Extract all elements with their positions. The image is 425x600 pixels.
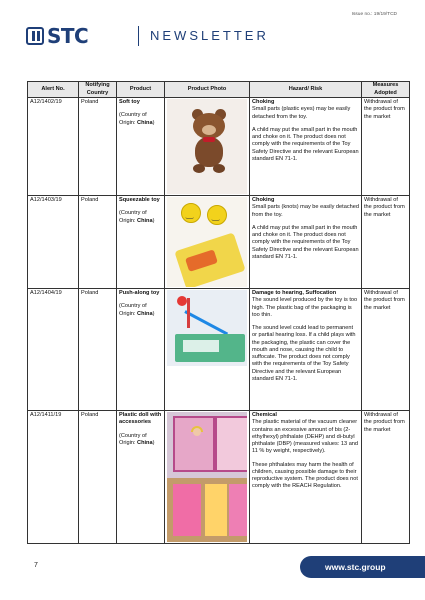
- country-of-origin: [119, 112, 162, 127]
- stc-logo: [26, 24, 88, 48]
- alerts-table: [27, 81, 410, 544]
- doll-package-icon: [205, 484, 227, 536]
- product-cell: [117, 289, 165, 411]
- hazard-description: Small parts (plastic eyes) may be easily detached from the toy.: [252, 106, 351, 120]
- smiley-ball-icon: [181, 203, 201, 223]
- hazard-description: The plastic material of the vacuum cleaner contains an excessive amount of bis (2-ethylhexyl) phthalate (DEHP) and di-butyl phthalate (DBP) (measured values: 13 and 11 % by weight, respectively).: [252, 419, 359, 455]
- alert-number: A12/1404/19: [28, 289, 79, 411]
- product-photo-cell: [165, 289, 250, 411]
- product-name: Push-along toy: [119, 290, 160, 296]
- header-product: Product: [117, 82, 165, 98]
- origin-country: China: [137, 439, 153, 446]
- origin-country: China: [137, 119, 153, 126]
- notifying-country: Poland: [79, 411, 117, 544]
- header-hazard-risk: Hazard/ Risk: [250, 82, 362, 98]
- doll-package-icon: [173, 484, 201, 536]
- origin-label: (Country of Origin:: [119, 210, 147, 224]
- hazard-cell: [250, 98, 362, 196]
- product-cell: [117, 98, 165, 196]
- doll-box-icon: [215, 416, 247, 472]
- header-alert-no: Alert No.: [28, 82, 79, 98]
- product-name: Plastic doll with accessories: [119, 412, 162, 426]
- hazard-description: Small parts (knots) may be easily detached from the toy.: [252, 204, 359, 218]
- country-of-origin: [119, 210, 162, 225]
- origin-close: ): [152, 119, 155, 126]
- hazard-cell: [250, 289, 362, 411]
- packaging-icon: [174, 232, 245, 287]
- origin-country: China: [137, 217, 153, 224]
- hazard-cell: [250, 196, 362, 289]
- hazard-cell: [250, 411, 362, 544]
- product-cell: [117, 196, 165, 289]
- measures-adopted: Withdrawal of the product from the market: [362, 196, 410, 289]
- hazard-title: Damage to hearing, Suffocation: [252, 290, 337, 296]
- doll-box-icon: [173, 416, 215, 472]
- notifying-country: Poland: [79, 98, 117, 196]
- product-photo: [167, 412, 247, 542]
- product-photo: [167, 197, 247, 287]
- alert-number: A12/1402/19: [28, 98, 79, 196]
- doll-package-icon: [229, 484, 247, 536]
- notifying-country: Poland: [79, 196, 117, 289]
- page-number: 7: [34, 562, 38, 569]
- product-photo-cell: [165, 98, 250, 196]
- origin-close: ): [152, 310, 155, 317]
- push-along-wand-icon: [184, 310, 228, 335]
- header-divider: [138, 26, 139, 46]
- alert-number: A12/1403/19: [28, 196, 79, 289]
- header-product-photo: Product Photo: [165, 82, 250, 98]
- header-measures-adopted: Measures Adopted: [362, 82, 410, 98]
- origin-label: (Country of Origin:: [119, 303, 147, 317]
- packaging-icon: [175, 334, 245, 362]
- teddy-bear-icon: [189, 109, 229, 179]
- hazard-consequence: These phthalates may harm the health of children, causing possible damage to their reproductive system. The product does not comply with the REACH Regulation.: [252, 461, 358, 490]
- origin-label: (Country of Origin:: [119, 112, 147, 126]
- product-photo: [167, 99, 247, 194]
- notifying-country: Poland: [79, 289, 117, 411]
- header-notifying-country: Notifying Country: [79, 82, 117, 98]
- origin-country: China: [137, 310, 153, 317]
- table-row: [28, 411, 410, 544]
- product-photo-cell: [165, 411, 250, 544]
- stc-logo-mark-icon: [26, 27, 44, 45]
- smiley-ball-icon: [207, 205, 227, 225]
- hazard-title: Choking: [252, 197, 275, 203]
- product-name: Soft toy: [119, 99, 140, 105]
- product-photo: [167, 290, 247, 366]
- origin-close: ): [152, 439, 155, 446]
- product-name: Squeezable toy: [119, 197, 160, 203]
- hazard-consequence: A child may put the small part in the mouth and choke on it. The product does not comply with the requirements of the Toy Safety Directive and the relevant European standard EN 71-1.: [252, 126, 359, 162]
- table-row: [28, 289, 410, 411]
- issue-number: Issue no.: 19/19/TCD: [351, 12, 397, 17]
- toy-ball-icon: [177, 296, 187, 306]
- hazard-title: Choking: [252, 99, 275, 105]
- hazard-title: Chemical: [252, 412, 277, 418]
- origin-close: ): [152, 217, 155, 224]
- origin-label: (Country of Origin:: [119, 432, 147, 446]
- website-link[interactable]: www.stc.group: [325, 562, 386, 572]
- measures-adopted: Withdrawal of the product from the market: [362, 98, 410, 196]
- toy-handle-icon: [187, 298, 190, 328]
- hazard-consequence: The sound level could lead to permanent or partial hearing loss. If a child plays with the packaging, the plastic can cover the mouth and nose, causing the child to suffocate. The product does not comply with the requirements of the Toy Safety Directive and the relevant European standard EN 71-1.: [252, 325, 356, 382]
- measures-adopted: Withdrawal of the product from the market: [362, 411, 410, 544]
- country-of-origin: [119, 433, 162, 448]
- table-row: [28, 196, 410, 289]
- hazard-consequence: A child may put the small part in the mouth and choke on it. The product does not comply with the requirements of the Toy Safety Directive and the relevant European standard EN 71-1.: [252, 224, 359, 260]
- logo-text: STC: [47, 24, 89, 48]
- hazard-description: The sound level produced by the toy is too high. The plastic bag of the packaging is too thin.: [252, 297, 358, 318]
- measures-adopted: Withdrawal of the product from the market: [362, 289, 410, 411]
- alert-number: A12/1411/19: [28, 411, 79, 544]
- table-row: [28, 98, 410, 196]
- product-photo-cell: [165, 196, 250, 289]
- product-cell: [117, 411, 165, 544]
- newsletter-title: NEWSLETTER: [150, 28, 269, 43]
- country-of-origin: [119, 303, 162, 318]
- table-header-row: [28, 82, 410, 98]
